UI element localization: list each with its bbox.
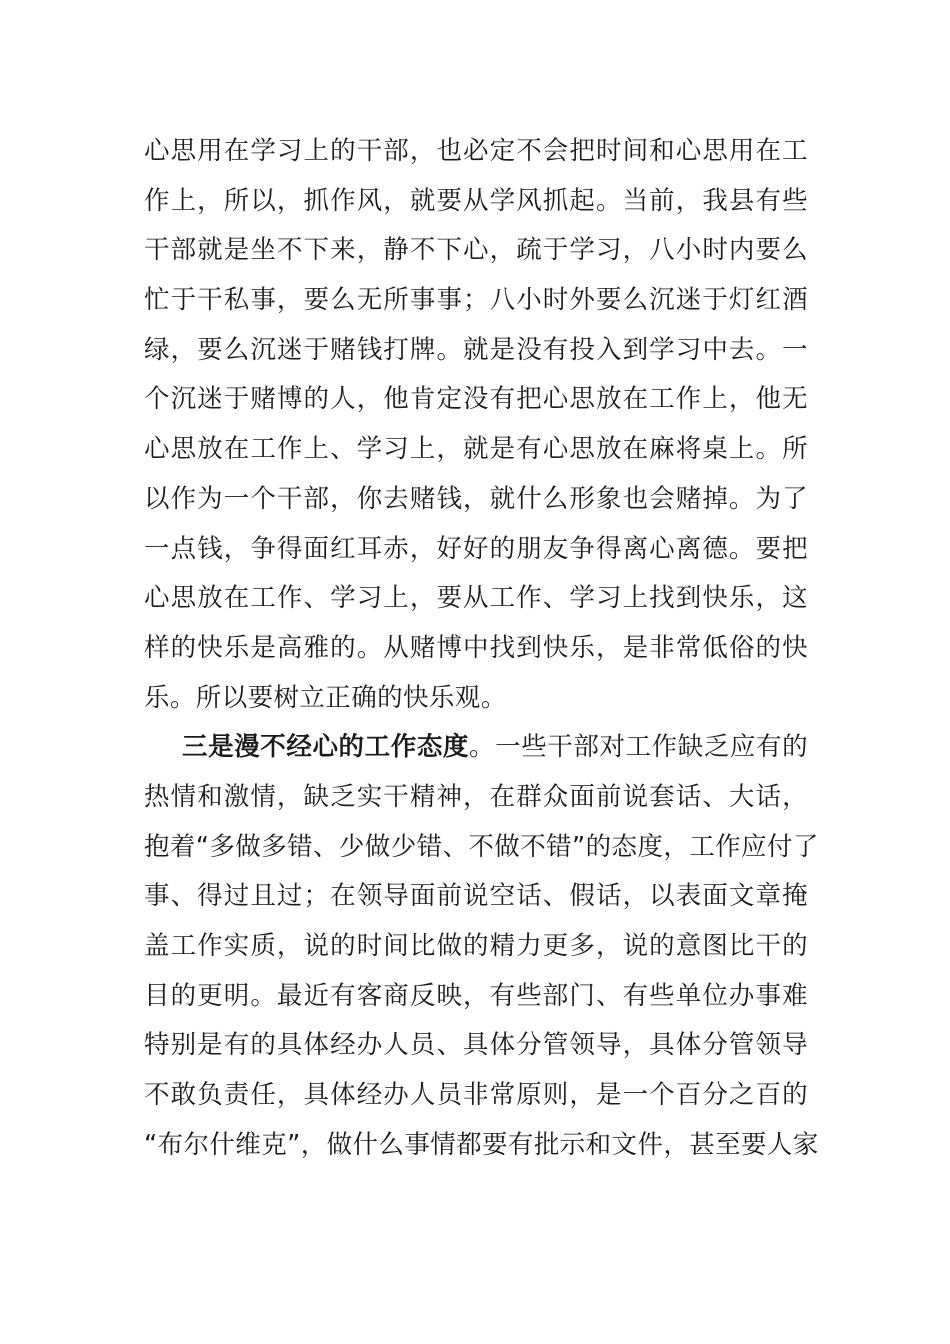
text-line: “布尔什维克”，做什么事情都要有批示和文件，甚至要人家 — [144, 1129, 819, 1160]
text-line: 心思用在学习上的干部，也必定不会把时间和心思用在工 — [144, 136, 808, 166]
paragraph-1 — [144, 127, 808, 723]
text-line: 干部就是坐不下来，静不下心，疏于学习，八小时内要么 — [144, 235, 808, 266]
text-line: 绿，要么沉迷于赌钱打牌。就是没有投入到学习中去。一 — [144, 334, 808, 365]
text-line: 特别是有的具体经办人员、具体分管领导，具体分管领导 — [144, 1030, 808, 1061]
text-line: 乐。所以要树立正确的快乐观。 — [144, 682, 507, 713]
text-line: 抱着“多做多错、少做少错、不做不错”的态度，工作应付了 — [144, 831, 819, 862]
text-line: 热情和激情，缺乏实干精神，在群众面前说套话、大话， — [144, 781, 808, 812]
paragraph-heading-line — [144, 723, 808, 773]
text-line: 心思放在工作上、学习上，就是有心思放在麻将桌上。所 — [144, 434, 808, 465]
text-line: 忙于干私事，要么无所事事；八小时外要么沉迷于灯红酒 — [144, 285, 808, 316]
heading-tail-text: 。一些干部对工作缺乏应有的 — [469, 732, 809, 763]
text-line: 作上，所以，抓作风，就要从学风抓起。当前，我县有些 — [144, 185, 808, 216]
text-line: 盖工作实质，说的时间比做的精力更多，说的意图比干的 — [144, 931, 808, 961]
text-line: 样的快乐是高雅的。从赌博中找到快乐，是非常低俗的快 — [144, 632, 808, 663]
text-line: 心思放在工作、学习上，要从工作、学习上找到快乐，这 — [144, 583, 808, 614]
text-line: 个沉迷于赌博的人，他肯定没有把心思放在工作上，他无 — [144, 384, 808, 415]
section-heading: 三是漫不经心的工作态度 — [182, 732, 470, 763]
text-line: 目的更明。最近有客商反映，有些部门、有些单位办事难 — [144, 980, 808, 1011]
paragraph-2 — [144, 723, 819, 1170]
text-line: 以作为一个干部，你去赌钱，就什么形象也会赌掉。为了 — [144, 483, 808, 514]
text-line: 事、得过且过；在领导面前说空话、假话，以表面文章掩 — [144, 881, 808, 912]
body-text — [144, 127, 819, 1170]
text-line: 不敢负责任，具体经办人员非常原则，是一个百分之百的 — [144, 1080, 808, 1111]
text-line: 一点钱，争得面红耳赤，好好的朋友争得离心离德。要把 — [144, 533, 808, 564]
